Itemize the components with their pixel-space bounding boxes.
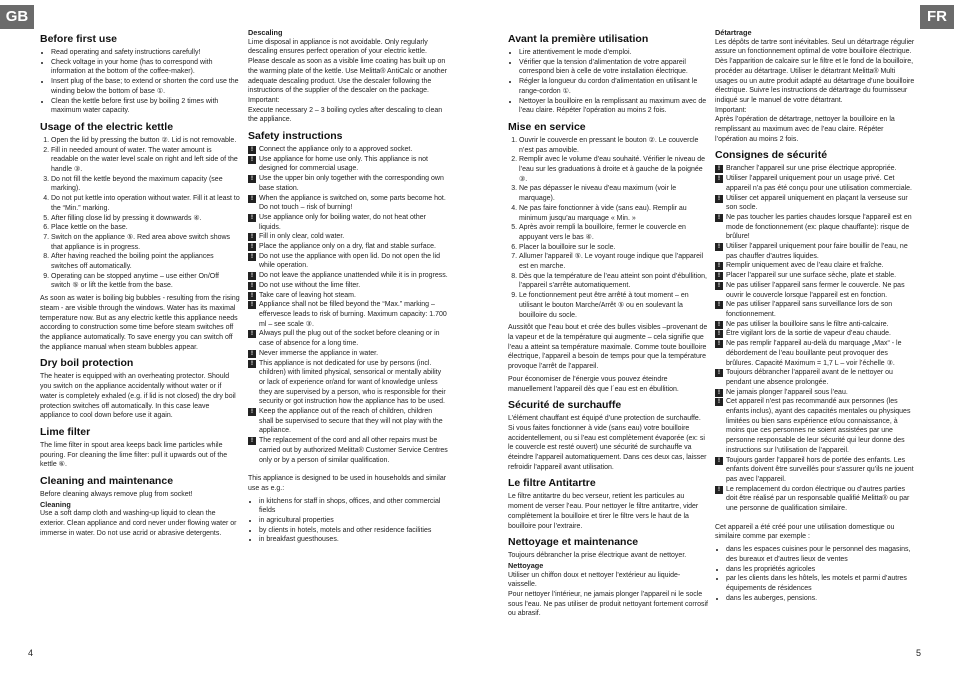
language-tag-fr: FR (920, 5, 954, 29)
safety-text: Toujours débrancher l’appareil avant de le nettoyer ou pendant une absence prolongée. (726, 369, 893, 386)
warning-icon: ! (248, 272, 256, 280)
list-item: 1. Ouvrir le couvercle en pressant le bouton ②. Le couvercle n’est pas amovible. (519, 136, 708, 155)
usage-paragraph-1: Aussitôt que l’eau bout et crée des bulles visibles –provenant de la vapeur et de la température qui augmente – cela signifie que l’eau a atteint sa température maximale. Comme toute bouilloire électrique, l’appareil a besoin de temps pour que la température provoque l’arrêt de l’appareil. (508, 324, 708, 371)
safety-item (248, 194, 448, 213)
safety-text: Ne pas remplir l’appareil au-delà du marquage „Max“ - le débordement de l’eau bouillante peut provoquer des brûlures. Capacité Maximum = 1,7 L – voir l’échelle ③. (726, 340, 902, 367)
list-item: 9. Operating can be stopped anytime – use either On/Off switch ⑤ or lift the kettle from the base. (51, 272, 240, 291)
list-item: • par les clients dans les hôtels, les motels et parmi d’autres équipements de résidences (726, 574, 915, 593)
list-item: 7. Switch on the appliance ⑤. Red area above switch shows that appliance is in progress. (51, 233, 240, 252)
list-item: 8. After having reached the boiling point the appliances switches off automatically. (51, 252, 240, 271)
section-heading-lime-filter: Lime filter (40, 425, 91, 438)
safety-item (248, 213, 448, 232)
uses-list (715, 545, 915, 603)
safety-text: The replacement of the cord and all other repairs must be carried out by authorized Melitta® Customer Service Centres only or by a person of similar qualification. (259, 437, 448, 464)
safety-text: Do not leave the appliance unattended while it is in progress. (259, 272, 448, 280)
list-item: 5. Après avoir rempli la bouilloire, fermer le couvercle en appuyant vers le bas ④. (519, 223, 708, 242)
list-item: • in kitchens for staff in shops, offices, and other commercial fields (259, 497, 448, 516)
warning-icon: ! (715, 262, 723, 270)
safety-item (248, 349, 448, 359)
safety-item (248, 155, 448, 174)
warning-icon: ! (715, 272, 723, 280)
warning-icon: ! (248, 437, 256, 445)
safety-text: Never immerse the appliance in water. (259, 349, 379, 357)
warning-icon: ! (715, 165, 723, 173)
safety-item (715, 194, 915, 213)
column-en-2 (248, 28, 448, 548)
usage-steps (40, 136, 240, 291)
section-heading-securite-surchauffe: Sécurité de surchauffe (508, 399, 622, 412)
list-item: 8. Dès que la température de l’eau atteint son point d’ébullition, l’appareil s’arrête automatiquement. (519, 272, 708, 291)
safety-text: Fill in only clear, cold water. (259, 233, 345, 241)
descaling-subheading: Détartrage (715, 28, 752, 37)
safety-text: Use appliance for home use only. This appliance is not designed for commercial usage. (259, 155, 429, 173)
list-item: • Lire attentivement le mode d’emploi. (519, 48, 708, 58)
cleaning-text-2: Pour nettoyer l’intérieur, ne jamais plonger l’appareil ni le socle sous l’eau. Ne pas utiliser de produit nettoyant fortement corrosif ou abrasif. (508, 591, 708, 618)
safety-item (248, 436, 448, 465)
safety-item (715, 261, 915, 271)
section-heading-safety: Safety instructions (248, 130, 343, 143)
safety-text: Keep the appliance out of the reach of children, children shall be supervised to secure that they will not play with the appliance. (259, 408, 443, 435)
section-heading-consignes-securite: Consignes de sécurité (715, 149, 828, 162)
safety-text: This appliance is not dedicated for use by persons (incl. children) with limited physical, sensorical or mentally ability or lack of experience or/and for want of knowledge unless they are supervised by a person, who is responsible for their security or got instruction how the appliance has to be used. (259, 359, 446, 406)
warning-icon: ! (248, 146, 256, 154)
safety-text: Ne pas toucher les parties chaudes lorsque l’appareil est en mode de fonctionnement (ex: plaque chauffante): risque de brûlure! (726, 213, 912, 241)
warning-icon: ! (248, 175, 256, 183)
safety-item (715, 329, 915, 339)
descaling-important: Important: (248, 96, 280, 104)
safety-text: Ne pas utiliser l’appareil sans fermer le couvercle. Ne pas ouvrir le couvercle lorsque l’appareil est en fonction. (726, 281, 905, 299)
warning-icon: ! (248, 330, 256, 338)
list-item: • in agricultural properties (259, 516, 448, 526)
list-item: 6. Placer la bouilloire sur le socle. (519, 243, 708, 253)
safety-item (715, 281, 915, 300)
section-heading-filtre-antitartre: Le filtre Antitartre (508, 477, 596, 490)
list-item: 2. Remplir avec le volume d’eau souhaité. Vérifier le niveau de l’eau sur les graduations à droite et à gauche de la poignée ③. (519, 155, 708, 184)
cleaning-text: Use a soft damp cloth and washing-up liquid to clean the exterior. Clean appliance and cord never under flowing water or immerse in water. Do not use acrid or abrasive detergents. (40, 510, 237, 537)
safety-text: Utiliser l’appareil uniquement pour un usage privé. Cet appareil n’a pas été conçu pour une utilisation commerciale. (726, 175, 912, 192)
safety-item (248, 291, 448, 301)
safety-text: Toujours garder l’appareil hors de portée des enfants. Les enfants doivent être surveillés pour s’assurer qu’ils ne jouent pas avec l’appareil. (726, 456, 914, 483)
safety-text: Appliance shall not be filled beyond the “Max.” marking – effervesce leads to risk of burning. Maximum capacity: 1.700 ml – see scale ③. (259, 301, 447, 328)
warning-icon: ! (715, 321, 723, 329)
warning-icon: ! (248, 195, 256, 203)
usage-steps (508, 136, 708, 320)
safety-text: Placer l’appareil sur une surface sèche, plate et stable. (726, 272, 897, 280)
warning-icon: ! (248, 408, 256, 416)
safety-item (715, 271, 915, 281)
list-item: • dans les auberges, pensions. (726, 594, 915, 604)
safety-text: Use appliance only for boiling water, do not heat other liquids. (259, 213, 426, 231)
cleaning-subheading: Nettoyage (508, 560, 544, 570)
safety-text: Le remplacement du cordon électrique ou d’autres parties doit être réalisé par un responsable qualifié Melitta® ou par une personne de qualification similaire. (726, 485, 910, 513)
column-fr-2 (715, 28, 915, 606)
safety-item (715, 242, 915, 261)
safety-item (715, 456, 915, 485)
safety-item (715, 213, 915, 242)
cleaning-intro: Before cleaning always remove plug from socket! (40, 491, 193, 499)
descaling-text: Les dépôts de tartre sont inévitables. Seul un détartrage régulier assure un fonctionnement optimal de votre bouilloire électrique. Dès l’apparition de calcaire sur le filtre et le fond de la bouilloire, procéder au détartrage. Utiliser le détartrant Melitta® Multi usages ou un autre produit adapté au détartrage d’une bouilloire électrique. Suivre les instructions de détartrage du fournisseur indiqué sur le manuel de votre détartrant. (715, 38, 915, 104)
page-number-left: 4 (28, 648, 34, 658)
safety-item (248, 242, 448, 252)
safety-text: Remplir uniquement avec de l’eau claire et fraîche. (726, 262, 884, 270)
safety-item (248, 300, 448, 329)
warning-icon: ! (248, 253, 256, 261)
safety-text: Place the appliance only on a dry, flat and stable surface. (259, 243, 436, 251)
list-item: 3. Ne pas dépasser le niveau d’eau maximum (voir le marquage). (519, 184, 708, 203)
list-item: • Check voltage in your home (has to correspond with information at the bottom of the coffee-maker). (51, 58, 240, 77)
safety-text: Brancher l’appareil sur une prise électrique appropriée. (726, 165, 897, 173)
safety-text: Always pull the plug out of the socket before cleaning or in case of absence for a long time. (259, 330, 440, 348)
warning-icon: ! (248, 360, 256, 368)
warning-icon: ! (715, 243, 723, 251)
uses-list (248, 497, 448, 546)
descaling-important: Important: (715, 106, 747, 114)
section-heading-nettoyage: Nettoyage et maintenance (508, 536, 639, 549)
safety-item (248, 407, 448, 436)
safety-text: Utiliser l’appareil uniquement pour faire bouillir de l’eau, ne pas chauffer d’autres liquides. (726, 243, 908, 260)
safety-item (248, 359, 448, 408)
safety-text: Do not use the appliance with open lid. Do not open the lid while operation. (259, 252, 440, 270)
list-item: • Read operating and safety instructions carefully! (51, 48, 240, 58)
designed-text: This appliance is designed to be used in households and similar use as e.g.: (248, 475, 447, 492)
dry-boil-text: The heater is equipped with an overheating protector. Should you switch on the appliance accidentally without water or if water is completely exhaled (e.g. if lid is not closed) the dry boil protection switches off automatically. In this case leave appliance to cool down before use it again. (40, 373, 236, 420)
list-item: 2. Fill in needed amount of water. The water amount is readable on the water level scale on right and left side of the handle ③. (51, 146, 240, 175)
warning-icon: ! (715, 398, 723, 406)
list-item: • dans les espaces cuisines pour le personnel des magasins, des bureaux et d’autres lieux de ventes (726, 545, 915, 564)
safety-item (715, 174, 915, 193)
list-item: 1. Open the lid by pressing the button ②. Lid is not removable. (51, 136, 240, 146)
language-tag-gb: GB (0, 5, 34, 29)
designed-text: Cet appareil a été créé pour une utilisation domestique ou similaire comme par exemple : (715, 523, 895, 541)
usage-paragraph: As soon as water is boiling big bubbles - resulting from the rising steam - are visible through the windows. Water has its maximal temperature now. But as any electric kettle this appliance needs according to construction some time before steam switches off the appliance automatically. To save energy you can switch off the appliance manual when steam bubbles appear. (40, 295, 240, 351)
safety-item (248, 281, 448, 291)
warning-icon: ! (715, 195, 723, 203)
safety-text: Connect the appliance only to a approved socket. (259, 146, 413, 154)
list-item: • in breakfast guesthouses. (259, 535, 448, 545)
safety-item (248, 252, 448, 271)
overheat-text: L’élément chauffant est équipé d’une protection de surchauffe. Si vous faites fonctionner à vide (sans eau) votre bouilloire accidentellement, ou si l’eau est complètement évaporée (ex: si le couvercle est resté ouvert) une sécurité de surchauffe va éteindre l’appareil automatiquement. Dans ces deux cas, laisser refroidir l’appareil avant utilisation. (508, 415, 707, 471)
safety-item (715, 300, 915, 319)
cleaning-intro: Toujours débrancher la prise électrique avant de nettoyer. (508, 552, 687, 560)
safety-item (715, 388, 915, 398)
first-use-list (508, 48, 708, 116)
descaling-execute: Execute necessary 2 – 3 boiling cycles after descaling to clean the appliance. (248, 106, 443, 124)
warning-icon: ! (715, 175, 723, 183)
warning-icon: ! (715, 457, 723, 465)
safety-item (715, 368, 915, 387)
safety-item (715, 320, 915, 330)
section-heading-cleaning: Cleaning and maintenance (40, 475, 174, 488)
section-heading-dry-boil: Dry boil protection (40, 357, 134, 370)
safety-item (248, 271, 448, 281)
section-heading-mise-en-service: Mise en service (508, 120, 586, 133)
list-item: 4. Ne pas faire fonctionner à vide (sans eau). Remplir au minimum jusqu’au marquage « Min. » (519, 204, 708, 223)
first-use-list (40, 48, 240, 116)
safety-item (715, 397, 915, 455)
safety-text: Take care of leaving hot steam. (259, 291, 356, 299)
cleaning-subheading: Cleaning (40, 499, 71, 509)
list-item: • Régler la longueur du cordon d’alimentation en utilisant le range-cordon ①. (519, 77, 708, 96)
safety-item (715, 339, 915, 368)
warning-icon: ! (248, 292, 256, 300)
list-item: • by clients in hotels, motels and other residence facilities (259, 526, 448, 536)
filter-text: Le filtre antitartre du bec verseur, retient les particules au moment de verser l’eau. Pour nettoyer le filtre antitartre, vider complètement la bouilloire et tirer le filtre vers le haut de la bouilloire pour l’extraire. (508, 493, 699, 530)
safety-text: Do not use without the lime filter. (259, 281, 361, 289)
list-item: • Nettoyer la bouilloire en la remplissant au maximum avec de l’eau claire. Répéter l’opération au moins 2 fois. (519, 97, 708, 116)
list-item: • Clean the kettle before first use by boiling 2 times with maximum water capacity. (51, 97, 240, 116)
safety-list (715, 164, 915, 513)
warning-icon: ! (248, 301, 256, 309)
list-item: 3. Do not fill the kettle beyond the maximum capacity (see marking). (51, 175, 240, 194)
safety-text: When the appliance is switched on, some parts become hot. Do not touch – risk of burning! (259, 194, 446, 212)
lime-filter-text: The lime filter in spout area keeps back lime particles while pouring. For cleaning the lime filter: pull it upwards out of the kettle ⑥. (40, 441, 228, 469)
warning-icon: ! (248, 214, 256, 222)
safety-text: Ne pas utiliser l’appareil sans surveillance lors de son fonctionnement. (726, 301, 893, 318)
warning-icon: ! (248, 243, 256, 251)
warning-icon: ! (715, 340, 723, 348)
cleaning-text-1: Utiliser un chiffon doux et nettoyer l’extérieur au liquide-vaisselle. (508, 571, 681, 589)
safety-text: Use the upper bin only together with the corresponding own base station. (259, 175, 444, 192)
warning-icon: ! (248, 233, 256, 241)
section-heading-avant-premiere-utilisation: Avant la première utilisation (508, 33, 649, 45)
warning-icon: ! (248, 156, 256, 164)
safety-text: Utiliser cet appareil uniquement en plaçant la verseuse sur son socle. (726, 194, 908, 212)
warning-icon: ! (715, 214, 723, 222)
safety-item (248, 232, 448, 242)
column-en-1 (40, 28, 240, 542)
list-item: • dans les propriétés agricoles (726, 565, 915, 575)
safety-item (248, 174, 448, 193)
safety-item (715, 164, 915, 174)
list-item: 5. After filling close lid by pressing it downwards ④. (51, 214, 240, 224)
list-item: 4. Do not put kettle into operation without water. Fill it at least to the “Min.” marking. (51, 194, 240, 213)
section-heading-usage: Usage of the electric kettle (40, 120, 174, 133)
warning-icon: ! (715, 486, 723, 494)
list-item: 6. Place kettle on the base. (51, 223, 240, 233)
list-item: 9. Le fonctionnement peut être arrêté à tout moment – en utilisant le bouton Marche/Arrêt ⑤ ou en soulevant la bouilloire du socle. (519, 291, 708, 320)
safety-list (248, 145, 448, 465)
list-item: • Vérifier que la tension d’alimentation de votre appareil correspond bien à celle de votre installation électrique. (519, 58, 708, 77)
safety-text: Ne pas utiliser la bouilloire sans le filtre anti-calcaire. (726, 320, 889, 328)
safety-text: Ne jamais plonger l’appareil sous l’eau. (726, 388, 848, 396)
page-number-right: 5 (916, 648, 922, 658)
warning-icon: ! (715, 389, 723, 397)
safety-text: Être vigilant lors de la sortie de vapeur d’eau chaude. (726, 330, 891, 338)
section-heading-before-first-use: Before first use (40, 33, 118, 45)
list-item: 7. Allumer l’appareil ⑤. Le voyant rouge indique que l’appareil est en marche. (519, 252, 708, 271)
warning-icon: ! (715, 301, 723, 309)
safety-item (715, 485, 915, 514)
safety-item (248, 145, 448, 155)
usage-paragraph-2: Pour économiser de l’énergie vous pouvez éteindre manuellement l’appareil dès que l´eau est en ébullition. (508, 375, 679, 393)
descaling-execute: Après l’opération de détartrage, nettoyer la bouilloire en la remplissant au maximum avec de l’eau claire. Répéter l’opération au moins 2 fois. (715, 116, 895, 143)
descaling-subheading: Descaling (248, 28, 283, 37)
warning-icon: ! (248, 282, 256, 290)
warning-icon: ! (248, 350, 256, 358)
list-item: • Insert plug of the base; to extend or shorten the cord use the winding below the bottom of base ①. (51, 77, 240, 96)
column-fr-1 (508, 28, 708, 622)
safety-item (248, 329, 448, 348)
warning-icon: ! (715, 330, 723, 338)
descaling-text: Lime disposal in appliance is not avoidable. Only regularly descaling ensures perfect operation of your electric kettle. Please descale as soon as a visible lime coating has built up on the warming plate of the kettle. Use Melitta® AntiCalc or another adequate descaling product. Use the descaler following the instructions of the supplier of the descaler on the package. (248, 38, 447, 95)
warning-icon: ! (715, 369, 723, 377)
warning-icon: ! (715, 282, 723, 290)
safety-text: Cet appareil n’est pas recommandé aux personnes (les enfants inclus), ayant des capacités mentales ou physiques limitées ou bien sans expérience et/ou connaissance, à moins que ces personnes ne soient assistées par une personne responsable de leur sécurité qui leur donne des instructions sur l’utilisation de l’appareil. (726, 398, 911, 454)
